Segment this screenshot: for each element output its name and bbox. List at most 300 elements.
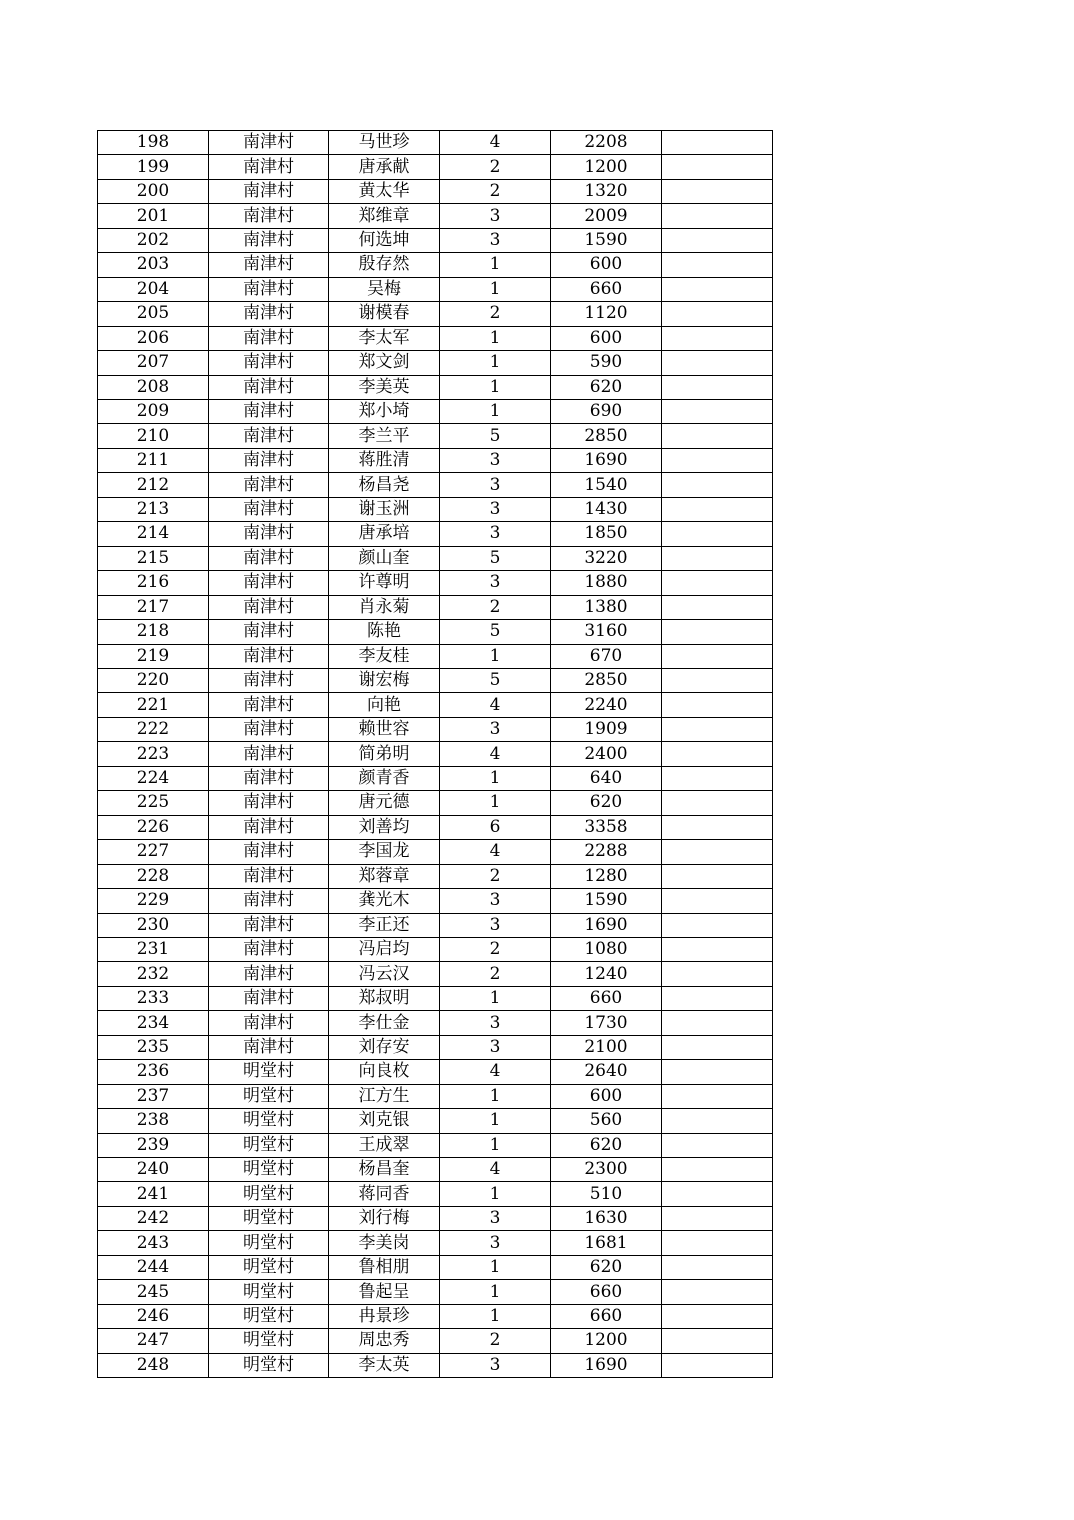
village-cell: 明堂村 bbox=[209, 1182, 329, 1206]
table-row bbox=[98, 351, 773, 375]
note-cell bbox=[662, 986, 773, 1010]
row-number-cell: 225 bbox=[98, 791, 209, 815]
table-row bbox=[98, 644, 773, 668]
table-row bbox=[98, 1353, 773, 1377]
row-number-cell: 205 bbox=[98, 302, 209, 326]
note-cell bbox=[662, 1353, 773, 1377]
name-cell: 刘善均 bbox=[329, 815, 440, 839]
household-count-cell: 1 bbox=[440, 1304, 551, 1328]
village-cell: 南津村 bbox=[209, 815, 329, 839]
table-row bbox=[98, 864, 773, 888]
name-cell: 李美英 bbox=[329, 375, 440, 399]
amount-cell: 590 bbox=[551, 351, 662, 375]
note-cell bbox=[662, 717, 773, 741]
village-cell: 南津村 bbox=[209, 399, 329, 423]
name-cell: 谢玉洲 bbox=[329, 497, 440, 521]
note-cell bbox=[662, 1304, 773, 1328]
row-number-cell: 248 bbox=[98, 1353, 209, 1377]
village-cell: 南津村 bbox=[209, 497, 329, 521]
table-row bbox=[98, 522, 773, 546]
row-number-cell: 217 bbox=[98, 595, 209, 619]
household-count-cell: 3 bbox=[440, 1231, 551, 1255]
note-cell bbox=[662, 693, 773, 717]
amount-cell: 3220 bbox=[551, 546, 662, 570]
household-count-cell: 1 bbox=[440, 1280, 551, 1304]
village-cell: 南津村 bbox=[209, 351, 329, 375]
note-cell bbox=[662, 1280, 773, 1304]
amount-cell: 600 bbox=[551, 1084, 662, 1108]
table-row bbox=[98, 620, 773, 644]
name-cell: 郑蓉章 bbox=[329, 864, 440, 888]
amount-cell: 1120 bbox=[551, 302, 662, 326]
name-cell: 刘克银 bbox=[329, 1109, 440, 1133]
household-count-cell: 3 bbox=[440, 1011, 551, 1035]
name-cell: 杨昌奎 bbox=[329, 1158, 440, 1182]
household-count-cell: 1 bbox=[440, 375, 551, 399]
household-count-cell: 2 bbox=[440, 864, 551, 888]
row-number-cell: 202 bbox=[98, 228, 209, 252]
amount-cell: 3160 bbox=[551, 620, 662, 644]
table-row bbox=[98, 766, 773, 790]
village-cell: 南津村 bbox=[209, 717, 329, 741]
row-number-cell: 215 bbox=[98, 546, 209, 570]
row-number-cell: 245 bbox=[98, 1280, 209, 1304]
name-cell: 李国龙 bbox=[329, 840, 440, 864]
amount-cell: 1430 bbox=[551, 497, 662, 521]
note-cell bbox=[662, 302, 773, 326]
table-row bbox=[98, 742, 773, 766]
table-row bbox=[98, 986, 773, 1010]
row-number-cell: 229 bbox=[98, 889, 209, 913]
name-cell: 黄太华 bbox=[329, 179, 440, 203]
table-row bbox=[98, 131, 773, 155]
amount-cell: 690 bbox=[551, 399, 662, 423]
amount-cell: 1590 bbox=[551, 889, 662, 913]
household-count-cell: 4 bbox=[440, 131, 551, 155]
amount-cell: 1730 bbox=[551, 1011, 662, 1035]
household-count-cell: 1 bbox=[440, 791, 551, 815]
name-cell: 龚光木 bbox=[329, 889, 440, 913]
table-row bbox=[98, 204, 773, 228]
amount-cell: 620 bbox=[551, 1133, 662, 1157]
table-row bbox=[98, 1133, 773, 1157]
amount-cell: 2400 bbox=[551, 742, 662, 766]
table-row bbox=[98, 1158, 773, 1182]
amount-cell: 1380 bbox=[551, 595, 662, 619]
village-cell: 明堂村 bbox=[209, 1231, 329, 1255]
note-cell bbox=[662, 791, 773, 815]
village-cell: 南津村 bbox=[209, 571, 329, 595]
table-row bbox=[98, 937, 773, 961]
household-count-cell: 1 bbox=[440, 766, 551, 790]
village-cell: 南津村 bbox=[209, 1035, 329, 1059]
table-body bbox=[98, 131, 773, 1378]
name-cell: 冯云汉 bbox=[329, 962, 440, 986]
village-cell: 南津村 bbox=[209, 179, 329, 203]
row-number-cell: 243 bbox=[98, 1231, 209, 1255]
row-number-cell: 214 bbox=[98, 522, 209, 546]
note-cell bbox=[662, 1060, 773, 1084]
amount-cell: 2640 bbox=[551, 1060, 662, 1084]
table-row bbox=[98, 1231, 773, 1255]
amount-cell: 3358 bbox=[551, 815, 662, 839]
household-count-cell: 2 bbox=[440, 1329, 551, 1353]
household-count-cell: 6 bbox=[440, 815, 551, 839]
name-cell: 颜山奎 bbox=[329, 546, 440, 570]
row-number-cell: 211 bbox=[98, 448, 209, 472]
village-cell: 南津村 bbox=[209, 253, 329, 277]
row-number-cell: 244 bbox=[98, 1255, 209, 1279]
village-cell: 明堂村 bbox=[209, 1109, 329, 1133]
household-count-cell: 1 bbox=[440, 326, 551, 350]
table-row bbox=[98, 326, 773, 350]
amount-cell: 600 bbox=[551, 326, 662, 350]
note-cell bbox=[662, 424, 773, 448]
household-count-cell: 3 bbox=[440, 228, 551, 252]
table-row bbox=[98, 1280, 773, 1304]
amount-cell: 1690 bbox=[551, 1353, 662, 1377]
name-cell: 马世珍 bbox=[329, 131, 440, 155]
note-cell bbox=[662, 375, 773, 399]
village-cell: 南津村 bbox=[209, 228, 329, 252]
note-cell bbox=[662, 1158, 773, 1182]
name-cell: 唐元德 bbox=[329, 791, 440, 815]
household-count-cell: 3 bbox=[440, 522, 551, 546]
table-row bbox=[98, 717, 773, 741]
note-cell bbox=[662, 228, 773, 252]
village-cell: 明堂村 bbox=[209, 1133, 329, 1157]
row-number-cell: 216 bbox=[98, 571, 209, 595]
household-count-cell: 2 bbox=[440, 179, 551, 203]
village-cell: 南津村 bbox=[209, 937, 329, 961]
note-cell bbox=[662, 1133, 773, 1157]
village-cell: 明堂村 bbox=[209, 1304, 329, 1328]
village-cell: 明堂村 bbox=[209, 1329, 329, 1353]
note-cell bbox=[662, 1206, 773, 1230]
table-row bbox=[98, 1304, 773, 1328]
household-count-cell: 1 bbox=[440, 1133, 551, 1157]
name-cell: 江方生 bbox=[329, 1084, 440, 1108]
name-cell: 冯启均 bbox=[329, 937, 440, 961]
note-cell bbox=[662, 497, 773, 521]
household-count-cell: 5 bbox=[440, 424, 551, 448]
household-count-cell: 1 bbox=[440, 1182, 551, 1206]
name-cell: 唐承献 bbox=[329, 155, 440, 179]
name-cell: 刘存安 bbox=[329, 1035, 440, 1059]
name-cell: 李太军 bbox=[329, 326, 440, 350]
row-number-cell: 237 bbox=[98, 1084, 209, 1108]
table-row bbox=[98, 1182, 773, 1206]
table-row bbox=[98, 693, 773, 717]
row-number-cell: 230 bbox=[98, 913, 209, 937]
household-count-cell: 1 bbox=[440, 399, 551, 423]
row-number-cell: 235 bbox=[98, 1035, 209, 1059]
amount-cell: 620 bbox=[551, 375, 662, 399]
amount-cell: 2850 bbox=[551, 424, 662, 448]
note-cell bbox=[662, 1035, 773, 1059]
household-count-cell: 5 bbox=[440, 620, 551, 644]
amount-cell: 1200 bbox=[551, 1329, 662, 1353]
village-cell: 南津村 bbox=[209, 766, 329, 790]
amount-cell: 1200 bbox=[551, 155, 662, 179]
village-cell: 南津村 bbox=[209, 791, 329, 815]
note-cell bbox=[662, 204, 773, 228]
name-cell: 冉景珍 bbox=[329, 1304, 440, 1328]
note-cell bbox=[662, 1182, 773, 1206]
row-number-cell: 239 bbox=[98, 1133, 209, 1157]
household-count-cell: 4 bbox=[440, 1158, 551, 1182]
village-cell: 南津村 bbox=[209, 644, 329, 668]
amount-cell: 1880 bbox=[551, 571, 662, 595]
note-cell bbox=[662, 913, 773, 937]
note-cell bbox=[662, 668, 773, 692]
household-count-cell: 3 bbox=[440, 473, 551, 497]
name-cell: 杨昌尧 bbox=[329, 473, 440, 497]
household-count-cell: 3 bbox=[440, 913, 551, 937]
name-cell: 王成翠 bbox=[329, 1133, 440, 1157]
table-row bbox=[98, 546, 773, 570]
name-cell: 郑叔明 bbox=[329, 986, 440, 1010]
household-count-cell: 1 bbox=[440, 253, 551, 277]
village-cell: 南津村 bbox=[209, 668, 329, 692]
name-cell: 谢宏梅 bbox=[329, 668, 440, 692]
amount-cell: 1690 bbox=[551, 913, 662, 937]
row-number-cell: 233 bbox=[98, 986, 209, 1010]
row-number-cell: 212 bbox=[98, 473, 209, 497]
table-row bbox=[98, 473, 773, 497]
row-number-cell: 241 bbox=[98, 1182, 209, 1206]
table-row bbox=[98, 1035, 773, 1059]
household-count-cell: 4 bbox=[440, 840, 551, 864]
table-row bbox=[98, 424, 773, 448]
table-row bbox=[98, 815, 773, 839]
row-number-cell: 223 bbox=[98, 742, 209, 766]
table-row bbox=[98, 1255, 773, 1279]
note-cell bbox=[662, 253, 773, 277]
note-cell bbox=[662, 277, 773, 301]
amount-cell: 660 bbox=[551, 1304, 662, 1328]
note-cell bbox=[662, 889, 773, 913]
table-row bbox=[98, 302, 773, 326]
row-number-cell: 247 bbox=[98, 1329, 209, 1353]
row-number-cell: 204 bbox=[98, 277, 209, 301]
household-count-cell: 2 bbox=[440, 937, 551, 961]
amount-cell: 1590 bbox=[551, 228, 662, 252]
name-cell: 向艳 bbox=[329, 693, 440, 717]
amount-cell: 1240 bbox=[551, 962, 662, 986]
village-cell: 南津村 bbox=[209, 473, 329, 497]
name-cell: 殷存然 bbox=[329, 253, 440, 277]
row-number-cell: 213 bbox=[98, 497, 209, 521]
village-cell: 明堂村 bbox=[209, 1158, 329, 1182]
name-cell: 李正还 bbox=[329, 913, 440, 937]
table-row bbox=[98, 913, 773, 937]
table-row bbox=[98, 962, 773, 986]
note-cell bbox=[662, 448, 773, 472]
village-cell: 明堂村 bbox=[209, 1206, 329, 1230]
village-cell: 明堂村 bbox=[209, 1255, 329, 1279]
village-cell: 南津村 bbox=[209, 204, 329, 228]
note-cell bbox=[662, 399, 773, 423]
row-number-cell: 234 bbox=[98, 1011, 209, 1035]
name-cell: 鲁相朋 bbox=[329, 1255, 440, 1279]
note-cell bbox=[662, 1011, 773, 1035]
amount-cell: 2240 bbox=[551, 693, 662, 717]
note-cell bbox=[662, 522, 773, 546]
amount-cell: 1320 bbox=[551, 179, 662, 203]
village-cell: 南津村 bbox=[209, 986, 329, 1010]
row-number-cell: 203 bbox=[98, 253, 209, 277]
household-count-cell: 3 bbox=[440, 1353, 551, 1377]
name-cell: 陈艳 bbox=[329, 620, 440, 644]
household-count-cell: 2 bbox=[440, 302, 551, 326]
village-cell: 南津村 bbox=[209, 913, 329, 937]
name-cell: 颜青香 bbox=[329, 766, 440, 790]
note-cell bbox=[662, 937, 773, 961]
row-number-cell: 210 bbox=[98, 424, 209, 448]
village-cell: 南津村 bbox=[209, 302, 329, 326]
name-cell: 何选坤 bbox=[329, 228, 440, 252]
row-number-cell: 220 bbox=[98, 668, 209, 692]
amount-cell: 1080 bbox=[551, 937, 662, 961]
amount-cell: 1909 bbox=[551, 717, 662, 741]
village-cell: 南津村 bbox=[209, 742, 329, 766]
household-count-cell: 1 bbox=[440, 1084, 551, 1108]
name-cell: 李仕金 bbox=[329, 1011, 440, 1035]
name-cell: 赖世容 bbox=[329, 717, 440, 741]
village-cell: 南津村 bbox=[209, 620, 329, 644]
name-cell: 周忠秀 bbox=[329, 1329, 440, 1353]
village-cell: 明堂村 bbox=[209, 1084, 329, 1108]
household-count-cell: 3 bbox=[440, 1035, 551, 1059]
name-cell: 李兰平 bbox=[329, 424, 440, 448]
name-cell: 郑维章 bbox=[329, 204, 440, 228]
note-cell bbox=[662, 1109, 773, 1133]
note-cell bbox=[662, 473, 773, 497]
amount-cell: 510 bbox=[551, 1182, 662, 1206]
table-row bbox=[98, 668, 773, 692]
household-count-cell: 1 bbox=[440, 644, 551, 668]
name-cell: 鲁起呈 bbox=[329, 1280, 440, 1304]
household-count-cell: 3 bbox=[440, 1206, 551, 1230]
row-number-cell: 200 bbox=[98, 179, 209, 203]
amount-cell: 640 bbox=[551, 766, 662, 790]
table-row bbox=[98, 1011, 773, 1035]
household-count-cell: 5 bbox=[440, 668, 551, 692]
amount-cell: 620 bbox=[551, 791, 662, 815]
household-count-cell: 2 bbox=[440, 155, 551, 179]
amount-cell: 660 bbox=[551, 1280, 662, 1304]
household-count-cell: 3 bbox=[440, 448, 551, 472]
row-number-cell: 232 bbox=[98, 962, 209, 986]
village-cell: 南津村 bbox=[209, 546, 329, 570]
amount-cell: 1850 bbox=[551, 522, 662, 546]
row-number-cell: 242 bbox=[98, 1206, 209, 1230]
village-cell: 南津村 bbox=[209, 840, 329, 864]
note-cell bbox=[662, 1329, 773, 1353]
household-count-cell: 5 bbox=[440, 546, 551, 570]
note-cell bbox=[662, 155, 773, 179]
name-cell: 简弟明 bbox=[329, 742, 440, 766]
village-cell: 南津村 bbox=[209, 424, 329, 448]
row-number-cell: 246 bbox=[98, 1304, 209, 1328]
amount-cell: 620 bbox=[551, 1255, 662, 1279]
name-cell: 郑文剑 bbox=[329, 351, 440, 375]
row-number-cell: 224 bbox=[98, 766, 209, 790]
table-row bbox=[98, 840, 773, 864]
note-cell bbox=[662, 1255, 773, 1279]
name-cell: 肖永菊 bbox=[329, 595, 440, 619]
note-cell bbox=[662, 962, 773, 986]
row-number-cell: 226 bbox=[98, 815, 209, 839]
note-cell bbox=[662, 864, 773, 888]
table-row bbox=[98, 179, 773, 203]
row-number-cell: 231 bbox=[98, 937, 209, 961]
row-number-cell: 206 bbox=[98, 326, 209, 350]
village-cell: 明堂村 bbox=[209, 1353, 329, 1377]
row-number-cell: 236 bbox=[98, 1060, 209, 1084]
note-cell bbox=[662, 766, 773, 790]
row-number-cell: 240 bbox=[98, 1158, 209, 1182]
village-cell: 南津村 bbox=[209, 131, 329, 155]
village-cell: 南津村 bbox=[209, 448, 329, 472]
name-cell: 谢模春 bbox=[329, 302, 440, 326]
name-cell: 吴梅 bbox=[329, 277, 440, 301]
village-cell: 南津村 bbox=[209, 693, 329, 717]
note-cell bbox=[662, 742, 773, 766]
village-cell: 南津村 bbox=[209, 889, 329, 913]
table-row bbox=[98, 571, 773, 595]
row-number-cell: 199 bbox=[98, 155, 209, 179]
amount-cell: 660 bbox=[551, 277, 662, 301]
note-cell bbox=[662, 546, 773, 570]
table-row bbox=[98, 228, 773, 252]
table-row bbox=[98, 277, 773, 301]
household-count-cell: 1 bbox=[440, 1255, 551, 1279]
amount-cell: 560 bbox=[551, 1109, 662, 1133]
note-cell bbox=[662, 1231, 773, 1255]
row-number-cell: 219 bbox=[98, 644, 209, 668]
table-row bbox=[98, 791, 773, 815]
household-count-cell: 2 bbox=[440, 595, 551, 619]
village-cell: 南津村 bbox=[209, 155, 329, 179]
amount-cell: 660 bbox=[551, 986, 662, 1010]
note-cell bbox=[662, 351, 773, 375]
row-number-cell: 221 bbox=[98, 693, 209, 717]
household-count-cell: 3 bbox=[440, 889, 551, 913]
household-count-cell: 3 bbox=[440, 497, 551, 521]
village-cell: 南津村 bbox=[209, 1011, 329, 1035]
data-table bbox=[97, 130, 773, 1378]
name-cell: 许尊明 bbox=[329, 571, 440, 595]
amount-cell: 1280 bbox=[551, 864, 662, 888]
household-count-cell: 4 bbox=[440, 693, 551, 717]
name-cell: 郑小埼 bbox=[329, 399, 440, 423]
note-cell bbox=[662, 620, 773, 644]
name-cell: 刘行梅 bbox=[329, 1206, 440, 1230]
table-row bbox=[98, 1084, 773, 1108]
name-cell: 向良枚 bbox=[329, 1060, 440, 1084]
amount-cell: 2300 bbox=[551, 1158, 662, 1182]
household-count-cell: 2 bbox=[440, 962, 551, 986]
name-cell: 蒋胜清 bbox=[329, 448, 440, 472]
note-cell bbox=[662, 179, 773, 203]
village-cell: 南津村 bbox=[209, 277, 329, 301]
village-cell: 南津村 bbox=[209, 375, 329, 399]
note-cell bbox=[662, 1084, 773, 1108]
table-row bbox=[98, 1329, 773, 1353]
note-cell bbox=[662, 595, 773, 619]
